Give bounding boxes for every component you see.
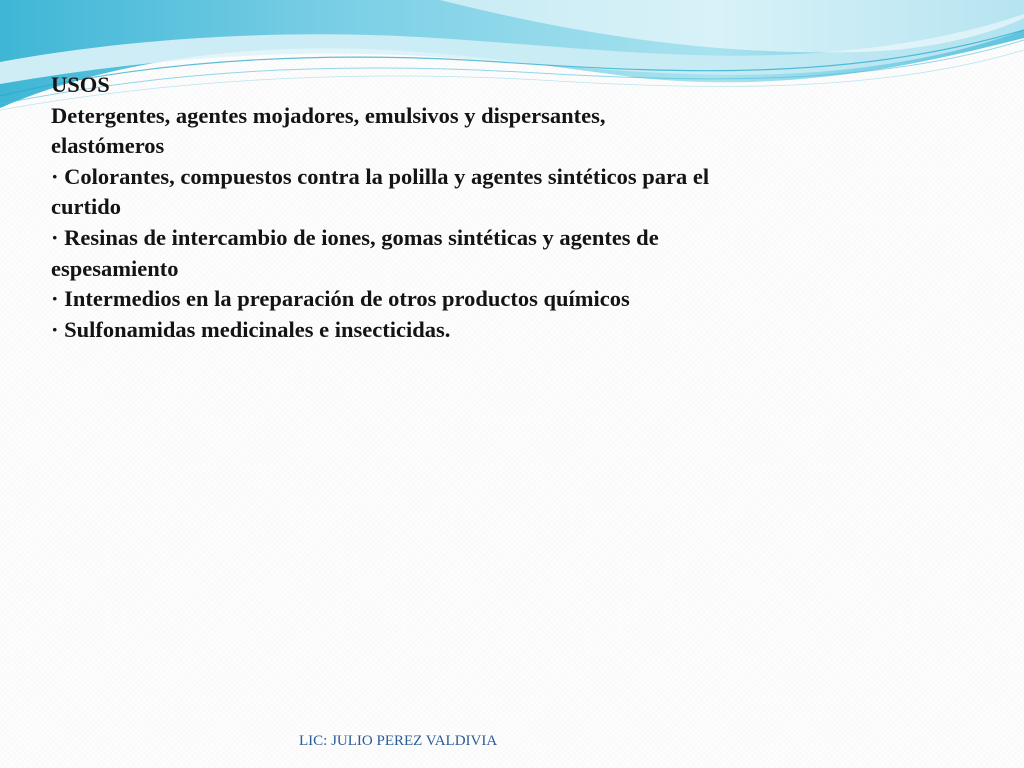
body-line: elastómeros	[51, 133, 165, 159]
body-line: espesamiento	[51, 255, 179, 281]
bullet-line: · Resinas de intercambio de iones, gomas sintéticas y agentes de	[51, 224, 659, 250]
bullet-line: · Intermedios en la preparación de otros productos químicos	[51, 286, 630, 312]
body-line: Detergentes, agentes mojadores, emulsivos y dispersantes,	[51, 102, 606, 128]
slide-body	[51, 70, 901, 345]
footer-author: LIC: JULIO PEREZ VALDIVIA	[299, 733, 498, 749]
bullet-line: · Sulfonamidas medicinales e insecticidas.	[51, 316, 451, 342]
bullet-line: · Colorantes, compuestos contra la polilla y agentes sintéticos para el	[51, 163, 710, 189]
body-line: curtido	[51, 194, 121, 220]
slide-title: USOS	[51, 72, 110, 97]
